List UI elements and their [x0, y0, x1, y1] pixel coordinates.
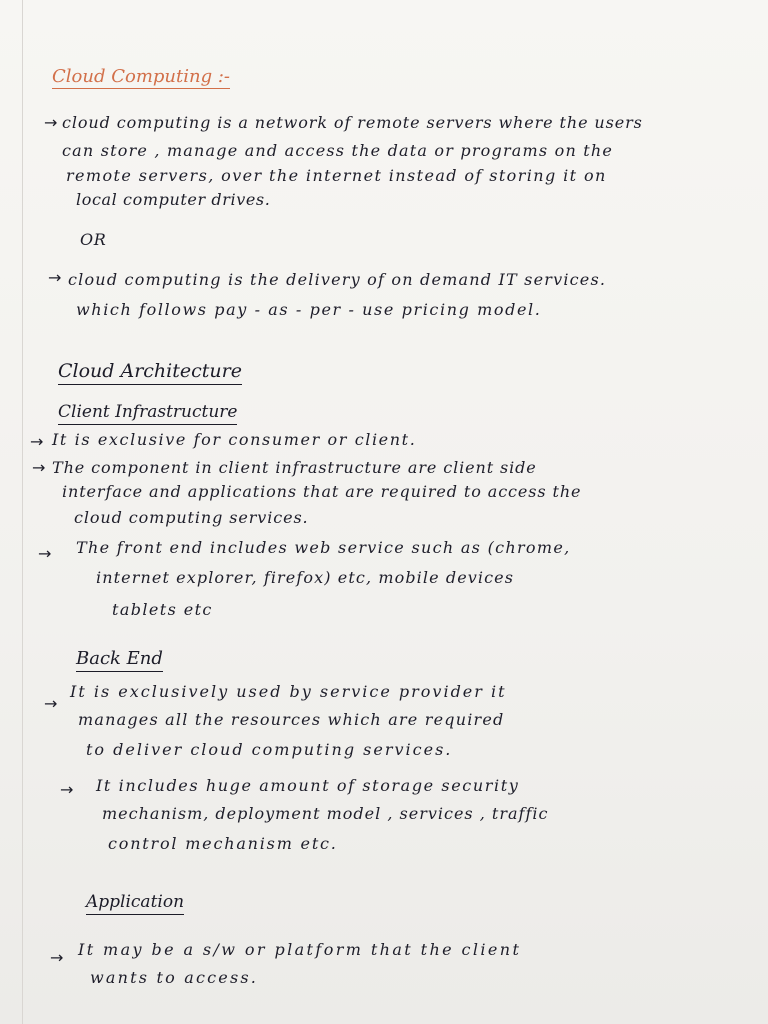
- subheading-client-infrastructure: Client Infrastructure: [58, 402, 237, 422]
- page-margin-line: [22, 0, 23, 1024]
- backend-line-1: It is exclusively used by service provider it: [70, 682, 507, 701]
- arrow-bullet-icon: →: [30, 432, 44, 451]
- backend-line-6: control mechanism etc.: [108, 834, 338, 853]
- backend-line-5: mechanism, deployment model , services , traffic: [102, 804, 549, 823]
- arrow-bullet-icon: →: [50, 948, 64, 967]
- client-line-4: cloud computing services.: [74, 508, 309, 527]
- arrow-bullet-icon: →: [38, 544, 52, 563]
- client-line-2: The component in client infrastructure are client side: [52, 458, 537, 477]
- client-line-7: tablets etc: [112, 600, 213, 619]
- section-heading-architecture: Cloud Architecture: [58, 360, 242, 382]
- intro-line-6: which follows pay - as - per - use pricing model.: [76, 300, 542, 319]
- arrow-bullet-icon: →: [44, 113, 58, 132]
- subheading-application: Application: [86, 892, 184, 912]
- client-line-6: internet explorer, firefox) etc, mobile devices: [96, 568, 515, 587]
- or-label: OR: [80, 230, 107, 249]
- arrow-bullet-icon: →: [44, 694, 58, 713]
- intro-line-3: remote servers, over the internet instead of storing it on: [66, 166, 607, 185]
- arrow-bullet-icon: →: [60, 780, 74, 799]
- backend-line-4: It includes huge amount of storage security: [96, 776, 520, 795]
- page-title: Cloud Computing :-: [52, 66, 230, 87]
- application-line-1: It may be a s/w or platform that the client: [78, 940, 522, 959]
- client-line-5: The front end includes web service such as (chrome,: [76, 538, 571, 557]
- intro-line-1: cloud computing is a network of remote servers where the users: [62, 113, 643, 132]
- application-line-2: wants to access.: [90, 968, 259, 987]
- client-line-3: interface and applications that are required to access the: [62, 482, 582, 501]
- arrow-bullet-icon: →: [32, 458, 46, 477]
- intro-line-2: can store , manage and access the data or programs on the: [62, 141, 614, 160]
- intro-line-5: cloud computing is the delivery of on demand IT services.: [68, 270, 607, 289]
- backend-line-2: manages all the resources which are required: [78, 710, 505, 729]
- intro-line-4: local computer drives.: [76, 190, 271, 209]
- subheading-back-end: Back End: [76, 648, 163, 669]
- arrow-bullet-icon: →: [48, 268, 62, 287]
- client-line-1: It is exclusive for consumer or client.: [52, 430, 417, 449]
- backend-line-3: to deliver cloud computing services.: [86, 740, 453, 759]
